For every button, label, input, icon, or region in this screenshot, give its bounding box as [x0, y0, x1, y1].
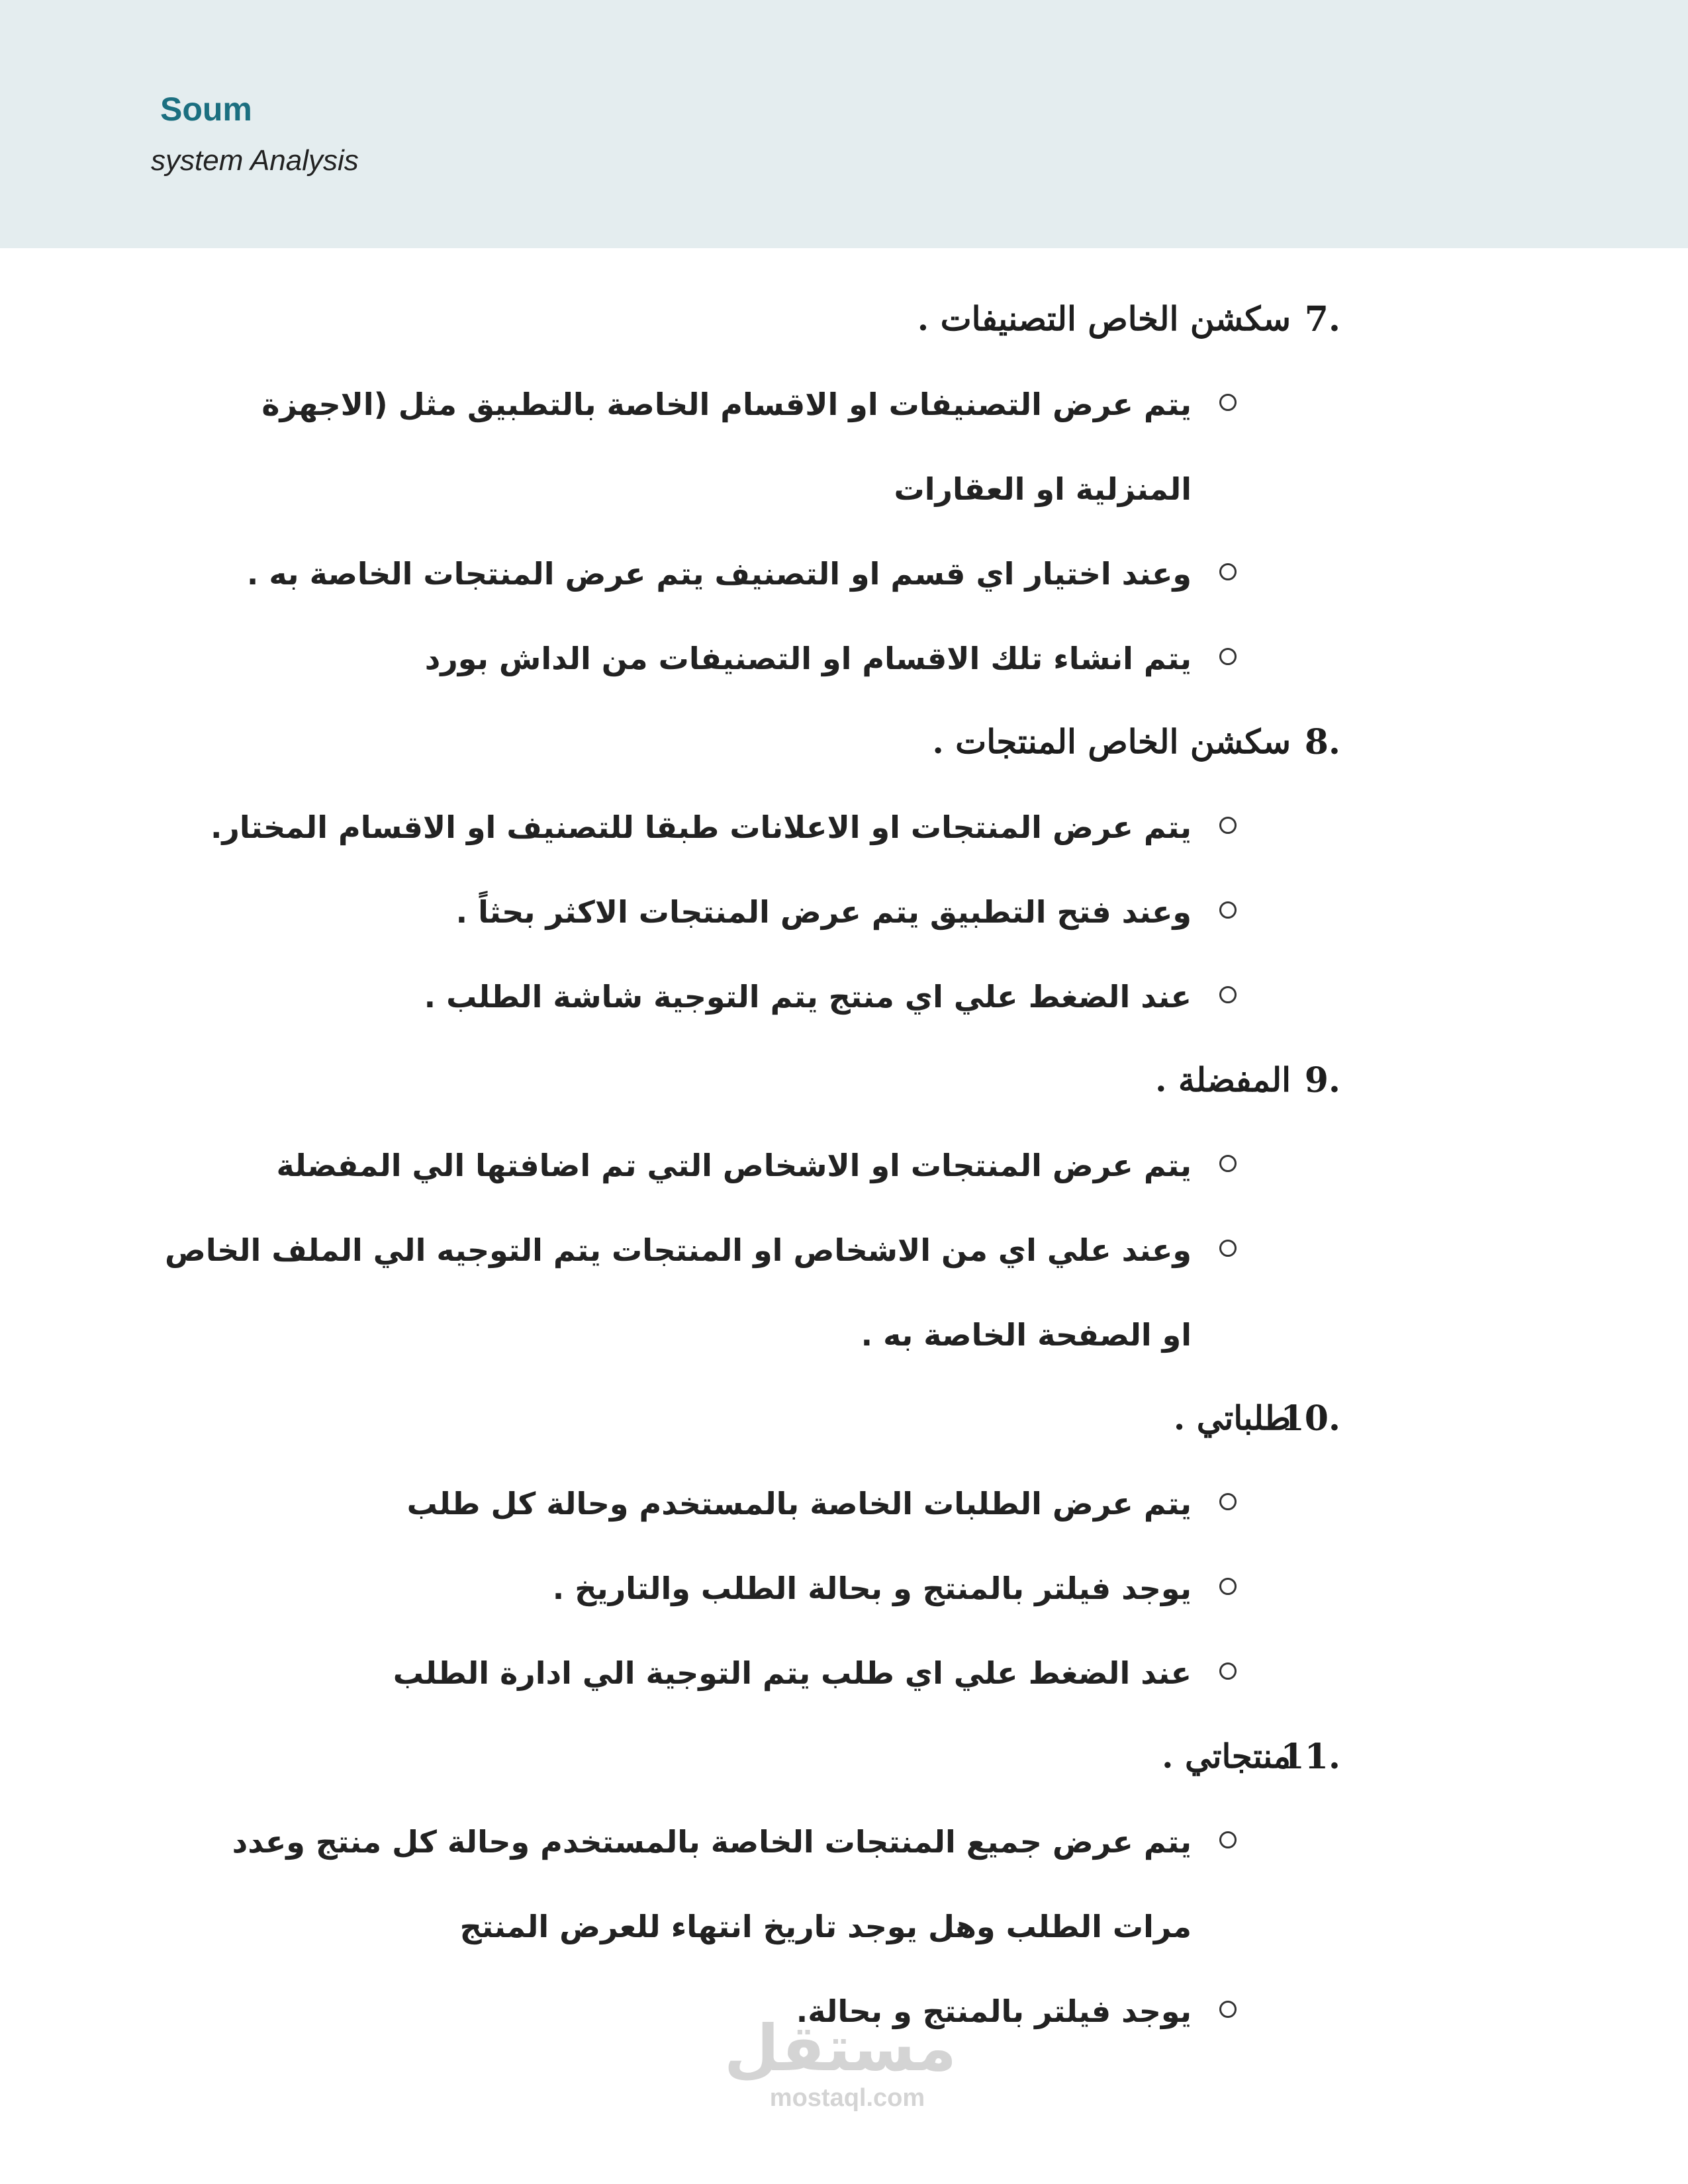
- circle-bullet-icon: [1219, 1831, 1237, 1848]
- section-number: 11.: [1280, 1737, 1340, 1777]
- list-item: [0, 785, 1688, 870]
- bullet-text: يتم عرض الطلبات الخاصة بالمستخدم وحالة كل طلب: [406, 1486, 1192, 1522]
- circle-bullet-icon: [1219, 1240, 1237, 1257]
- section-number: 9.: [1304, 1060, 1340, 1101]
- bullet-text: يتم عرض المنتجات او الاشخاص التي تم اضافتها الي المفضلة: [276, 1148, 1192, 1183]
- circle-bullet-icon: [1219, 1155, 1237, 1172]
- section-heading: [0, 1377, 1688, 1461]
- section-heading: [0, 1039, 1688, 1123]
- brand-name: Soum: [160, 91, 252, 128]
- bullet-list: [0, 1461, 1688, 1715]
- section-8: [0, 701, 1688, 1039]
- bullet-text: عند الضغط علي اي طلب يتم التوجية الي ادارة الطلب: [393, 1655, 1192, 1691]
- mostaql-watermark: [724, 2011, 957, 2112]
- bullet-text: وعند علي اي من الاشخاص او المنتجات يتم التوجيه الي الملف الخاص او الصفحة الخاصة به .: [164, 1232, 1192, 1353]
- circle-bullet-icon: [1219, 817, 1237, 834]
- watermark-logo: مستقل: [724, 2011, 957, 2085]
- circle-bullet-icon: [1219, 986, 1237, 1003]
- section-number: 7.: [1304, 299, 1340, 340]
- bullet-text: وعند اختيار اي قسم او التصنيف يتم عرض المنتجات الخاصة به .: [246, 556, 1192, 592]
- bullet-list: [0, 1123, 1688, 1377]
- circle-bullet-icon: [1219, 394, 1237, 411]
- page-header: [0, 0, 1688, 248]
- circle-bullet-icon: [1219, 1493, 1237, 1510]
- list-item: [0, 1208, 1688, 1377]
- bullet-text: يوجد فيلتر بالمنتج و بحالة.: [796, 1993, 1192, 2029]
- list-item: [0, 1461, 1688, 1546]
- section-number: 8.: [1304, 722, 1340, 762]
- section-title: سكشن الخاص المنتجات .: [932, 722, 1291, 761]
- bullet-text: يتم عرض جميع المنتجات الخاصة بالمستخدم وحالة كل منتج وعدد مرات الطلب وهل يوجد تاريخ انتهاء للعرض المنتج: [232, 1824, 1192, 1944]
- circle-bullet-icon: [1219, 1662, 1237, 1680]
- bullet-text: يتم عرض المنتجات او الاعلانات طبقا للتصنيف او الاقسام المختار.: [210, 809, 1192, 845]
- list-item: [0, 616, 1688, 701]
- bullet-text: عند الضغط علي اي منتج يتم التوجية شاشة الطلب .: [424, 979, 1192, 1015]
- bullet-text: يتم عرض التصنيفات او الاقسام الخاصة بالتطبيق مثل (الاجهزة المنزلية او العقارات: [261, 387, 1192, 507]
- bullet-text: يوجد فيلتر بالمنتج و بحالة الطلب والتاريخ .: [552, 1570, 1192, 1606]
- circle-bullet-icon: [1219, 1578, 1237, 1595]
- section-title: المفضلة .: [1155, 1060, 1291, 1099]
- section-heading: [0, 278, 1688, 362]
- section-heading: [0, 1715, 1688, 1799]
- bullet-text: يتم انشاء تلك الاقسام او التصنيفات من الداش بورد: [424, 641, 1192, 676]
- section-10: [0, 1377, 1688, 1715]
- section-title: طلباتي .: [1173, 1398, 1291, 1437]
- list-item: [0, 1799, 1688, 1969]
- watermark-site: mostaql.com: [769, 2084, 925, 2112]
- list-item: [0, 531, 1688, 616]
- document-subtitle: system Analysis: [151, 144, 359, 177]
- list-item: [0, 1123, 1688, 1208]
- list-item: [0, 362, 1688, 531]
- circle-bullet-icon: [1219, 648, 1237, 665]
- section-heading: [0, 701, 1688, 785]
- section-title: سكشن الخاص التصنيفات .: [917, 299, 1291, 338]
- section-number: 10.: [1280, 1398, 1340, 1439]
- circle-bullet-icon: [1219, 901, 1237, 919]
- bullet-list: [0, 785, 1688, 1039]
- list-item: [0, 1631, 1688, 1715]
- document-body: [0, 278, 1688, 2054]
- section-9: [0, 1039, 1688, 1377]
- circle-bullet-icon: [1219, 563, 1237, 580]
- circle-bullet-icon: [1219, 2001, 1237, 2018]
- list-item: [0, 870, 1688, 954]
- bullet-list: [0, 362, 1688, 701]
- bullet-text: وعند فتح التطبيق يتم عرض المنتجات الاكثر بحثاً .: [455, 894, 1192, 930]
- section-title: منتجاتي .: [1162, 1737, 1291, 1776]
- section-7: [0, 278, 1688, 701]
- list-item: [0, 954, 1688, 1039]
- section-11: [0, 1715, 1688, 2054]
- list-item: [0, 1546, 1688, 1631]
